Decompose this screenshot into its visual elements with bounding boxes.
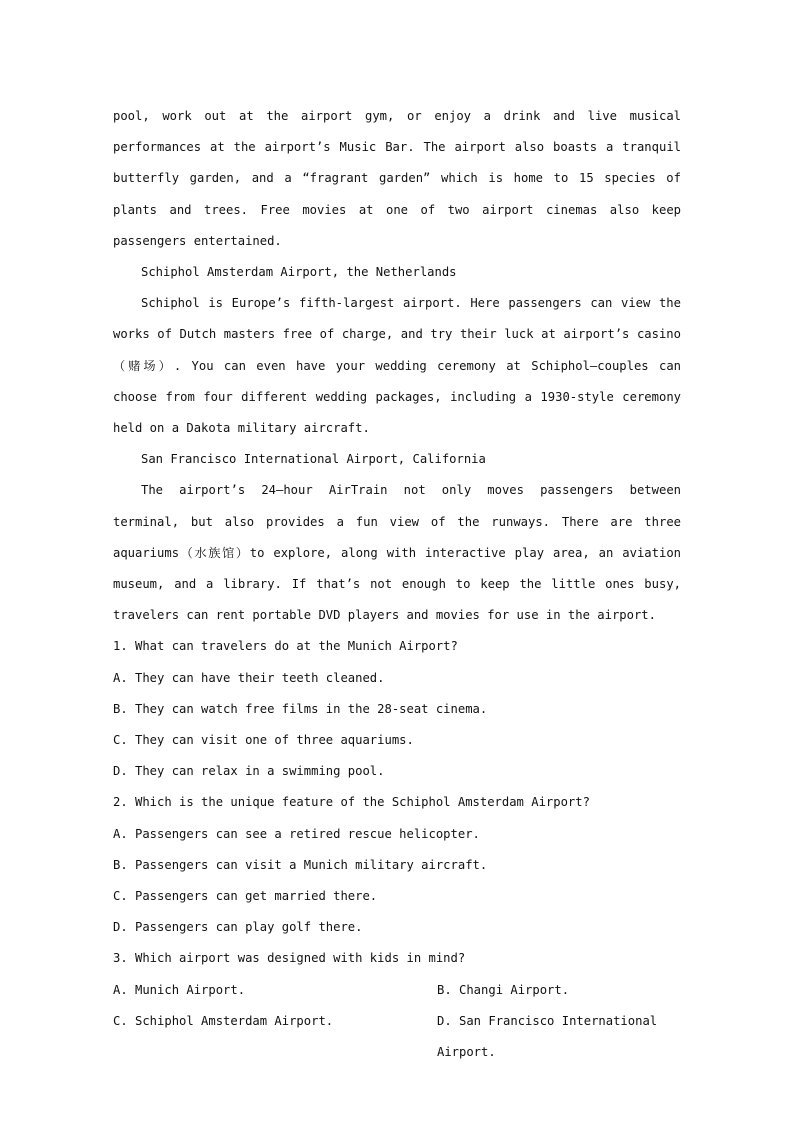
option-b: B. Changi Airport. bbox=[437, 982, 570, 997]
option-a: A. They can have their teeth cleaned. bbox=[113, 670, 385, 685]
question-stem: 1. What can travelers do at the Munich Airport? bbox=[113, 639, 458, 654]
options-row-2 bbox=[113, 1006, 681, 1068]
sfo-paragraph: The airport’s 24–hour AirTrain not only moves passengers between terminal, but also provides a fun view of the runways. There are three aquariums（水族馆）to explore, along with interactive play area, an aviation museum, and a library. If that’s not enough to keep the little ones busy, travelers can rent portable DVD players and movies for use in the airport. bbox=[113, 483, 681, 623]
option-d: D. They can relax in a swimming pool. bbox=[113, 764, 385, 779]
question-stem: 2. Which is the unique feature of the Schiphol Amsterdam Airport? bbox=[113, 795, 590, 810]
sfo-heading: San Francisco International Airport, California bbox=[141, 452, 486, 467]
options-row-1 bbox=[113, 975, 681, 1006]
question-2 bbox=[113, 787, 681, 943]
option-c: C. Passengers can get married there. bbox=[113, 889, 378, 904]
option-c: C. Schiphol Amsterdam Airport. bbox=[113, 1013, 334, 1028]
question-1 bbox=[113, 631, 681, 787]
document-body bbox=[113, 101, 681, 1068]
schiphol-paragraph: Schiphol is Europe’s fifth-largest airport. Here passengers can view the works of Dutch masters free of charge, and try their luck at airport’s casino（赌场）. You can even have your wedding ceremony at Schiphol—couples can choose from four different wedding packages, including a 1930-style ceremony held on a Dakota military aircraft. bbox=[113, 296, 681, 436]
option-c: C. They can visit one of three aquariums. bbox=[113, 733, 414, 748]
option-a: A. Passengers can see a retired rescue helicopter. bbox=[113, 826, 480, 841]
option-b: B. Passengers can visit a Munich military aircraft. bbox=[113, 857, 488, 872]
question-3 bbox=[113, 943, 681, 1068]
option-a: A. Munich Airport. bbox=[113, 982, 246, 997]
option-d: D. Passengers can play golf there. bbox=[113, 920, 363, 935]
option-d: D. San Francisco International Airport. bbox=[437, 1013, 658, 1060]
schiphol-heading: Schiphol Amsterdam Airport, the Netherlands bbox=[141, 265, 457, 280]
option-b: B. They can watch free films in the 28-seat cinema. bbox=[113, 701, 488, 716]
question-stem: 3. Which airport was designed with kids in mind? bbox=[113, 951, 466, 966]
changi-paragraph-tail: pool, work out at the airport gym, or enjoy a drink and live musical performances at the airport’s Music Bar. The airport also boasts a tranquil butterfly garden, and a “fragrant garden” which is home to 15 species of plants and trees. Free movies at one of two airport cinemas also keep passengers entertained. bbox=[113, 109, 681, 248]
